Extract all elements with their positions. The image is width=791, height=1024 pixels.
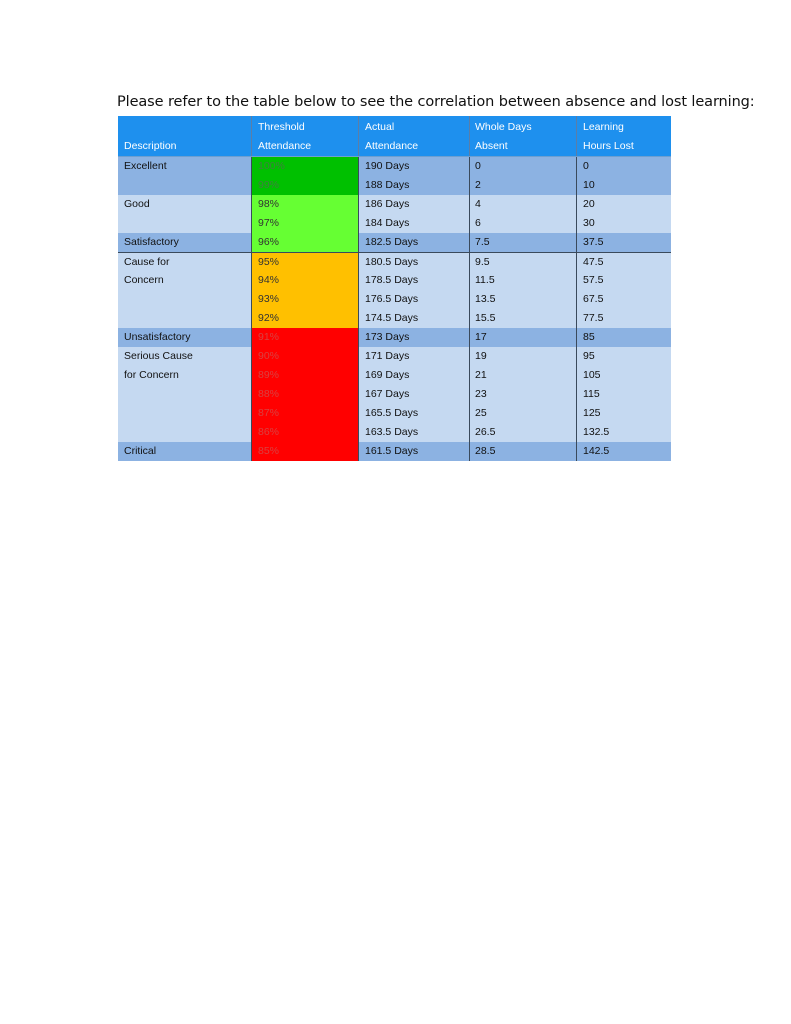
header-label: Learning — [583, 121, 624, 133]
actual-attendance-cell: 190 Days — [365, 160, 410, 172]
column-divider — [469, 214, 470, 233]
column-divider — [576, 385, 577, 404]
table-row — [118, 347, 671, 366]
column-divider — [576, 328, 577, 347]
column-divider — [576, 195, 577, 214]
header-description — [118, 116, 251, 156]
column-divider — [469, 347, 470, 366]
description-cell: Cause for — [124, 256, 170, 268]
days-absent-cell: 26.5 — [475, 426, 496, 438]
column-divider — [358, 233, 359, 252]
description-cell: Unsatisfactory — [124, 331, 191, 343]
column-divider — [358, 195, 359, 214]
description-cell — [118, 214, 251, 233]
column-divider — [358, 442, 359, 461]
column-divider — [469, 253, 470, 271]
column-divider — [469, 366, 470, 385]
header-label: Threshold — [258, 121, 305, 133]
table-row — [118, 290, 671, 309]
days-absent-cell: 28.5 — [475, 445, 496, 457]
column-divider — [358, 404, 359, 423]
column-divider — [576, 442, 577, 461]
days-absent-cell: 7.5 — [475, 236, 490, 248]
description-cell: Serious Cause — [124, 350, 193, 362]
actual-attendance-cell: 174.5 Days — [365, 312, 419, 324]
column-divider — [576, 290, 577, 309]
column-divider — [358, 176, 359, 195]
hours-lost-cell: 77.5 — [583, 312, 604, 324]
hours-lost-cell: 125 — [583, 407, 601, 419]
column-divider — [251, 442, 252, 461]
hours-lost-cell: 47.5 — [583, 256, 604, 268]
actual-attendance-cell: 173 Days — [365, 331, 410, 343]
header-actual-attendance — [358, 116, 469, 156]
description-cell: Concern — [124, 274, 164, 286]
description-cell: Satisfactory — [124, 236, 179, 248]
hours-lost-cell: 105 — [583, 369, 601, 381]
column-divider — [576, 214, 577, 233]
description-cell — [118, 404, 251, 423]
column-divider — [469, 290, 470, 309]
table-row — [118, 366, 671, 385]
hours-lost-cell: 142.5 — [583, 445, 610, 457]
days-absent-cell: 4 — [475, 198, 481, 210]
threshold-cell: 87% — [251, 404, 358, 423]
header-label: Absent — [475, 140, 508, 152]
actual-attendance-cell: 184 Days — [365, 217, 410, 229]
table-row — [118, 252, 671, 271]
header-label: Description — [124, 140, 177, 152]
actual-attendance-cell: 161.5 Days — [365, 445, 419, 457]
column-divider — [251, 423, 252, 442]
actual-attendance-cell: 180.5 Days — [365, 256, 419, 268]
table-row — [118, 195, 671, 214]
column-divider — [358, 290, 359, 309]
header-label: Hours Lost — [583, 140, 634, 152]
days-absent-cell: 15.5 — [475, 312, 496, 324]
column-divider — [469, 442, 470, 461]
column-divider — [358, 347, 359, 366]
description-cell: Critical — [124, 445, 157, 457]
column-divider — [251, 253, 252, 271]
description-cell: Good — [124, 198, 150, 210]
column-divider — [358, 366, 359, 385]
column-divider — [251, 116, 252, 156]
days-absent-cell: 21 — [475, 369, 487, 381]
column-divider — [251, 271, 252, 290]
days-absent-cell: 25 — [475, 407, 487, 419]
table-header — [118, 116, 671, 157]
column-divider — [469, 233, 470, 252]
column-divider — [469, 423, 470, 442]
table-row — [118, 233, 671, 252]
days-absent-cell: 11.5 — [475, 274, 495, 286]
column-divider — [469, 404, 470, 423]
header-label: Attendance — [365, 140, 419, 152]
column-divider — [469, 116, 470, 156]
days-absent-cell: 2 — [475, 179, 481, 191]
column-divider — [469, 271, 470, 290]
column-divider — [576, 366, 577, 385]
table-row — [118, 271, 671, 290]
hours-lost-cell: 30 — [583, 217, 595, 229]
threshold-cell: 99% — [251, 176, 358, 195]
column-divider — [251, 404, 252, 423]
threshold-cell: 97% — [251, 214, 358, 233]
hours-lost-cell: 67.5 — [583, 293, 604, 305]
actual-attendance-cell: 171 Days — [365, 350, 410, 362]
column-divider — [576, 176, 577, 195]
hours-lost-cell: 0 — [583, 160, 589, 172]
table-row — [118, 157, 671, 176]
column-divider — [251, 347, 252, 366]
threshold-cell: 98% — [251, 195, 358, 214]
description-cell — [118, 423, 251, 442]
actual-attendance-cell: 178.5 Days — [365, 274, 419, 286]
table-row — [118, 328, 671, 347]
table-body — [118, 157, 671, 461]
column-divider — [251, 328, 252, 347]
hours-lost-cell: 85 — [583, 331, 595, 343]
column-divider — [358, 271, 359, 290]
column-divider — [576, 157, 577, 176]
column-divider — [358, 116, 359, 156]
actual-attendance-cell: 169 Days — [365, 369, 410, 381]
hours-lost-cell: 57.5 — [583, 274, 604, 286]
days-absent-cell: 17 — [475, 331, 487, 343]
column-divider — [251, 214, 252, 233]
header-learning-hours-lost — [576, 116, 671, 156]
column-divider — [358, 328, 359, 347]
hours-lost-cell: 10 — [583, 179, 595, 191]
days-absent-cell: 0 — [475, 160, 481, 172]
threshold-cell: 92% — [251, 309, 358, 328]
column-divider — [251, 176, 252, 195]
days-absent-cell: 13.5 — [475, 293, 496, 305]
column-divider — [358, 423, 359, 442]
column-divider — [576, 253, 577, 271]
description-cell — [118, 385, 251, 404]
header-label: Actual — [365, 121, 395, 133]
column-divider — [469, 157, 470, 176]
attendance-table — [118, 116, 671, 461]
threshold-cell: 89% — [251, 366, 358, 385]
threshold-cell: 93% — [251, 290, 358, 309]
column-divider — [576, 347, 577, 366]
description-cell — [118, 290, 251, 309]
description-cell — [118, 176, 251, 195]
header-whole-days-absent — [469, 116, 576, 156]
hours-lost-cell: 37.5 — [583, 236, 604, 248]
column-divider — [358, 253, 359, 271]
header-label: Whole Days — [475, 121, 532, 133]
actual-attendance-cell: 165.5 Days — [365, 407, 419, 419]
actual-attendance-cell: 163.5 Days — [365, 426, 419, 438]
column-divider — [251, 290, 252, 309]
column-divider — [251, 157, 252, 176]
column-divider — [251, 233, 252, 252]
actual-attendance-cell: 186 Days — [365, 198, 410, 210]
table-row — [118, 214, 671, 233]
column-divider — [358, 157, 359, 176]
column-divider — [358, 385, 359, 404]
column-divider — [251, 195, 252, 214]
days-absent-cell: 9.5 — [475, 256, 490, 268]
hours-lost-cell: 20 — [583, 198, 595, 210]
column-divider — [251, 309, 252, 328]
actual-attendance-cell: 182.5 Days — [365, 236, 419, 248]
table-row — [118, 404, 671, 423]
table-row — [118, 423, 671, 442]
threshold-cell: 85% — [251, 442, 358, 461]
column-divider — [358, 214, 359, 233]
column-divider — [576, 116, 577, 156]
threshold-cell: 90% — [251, 347, 358, 366]
threshold-cell: 96% — [251, 233, 358, 252]
column-divider — [469, 328, 470, 347]
column-divider — [576, 309, 577, 328]
table-row — [118, 385, 671, 404]
actual-attendance-cell: 188 Days — [365, 179, 410, 191]
column-divider — [576, 423, 577, 442]
threshold-cell: 100% — [251, 157, 358, 176]
column-divider — [469, 195, 470, 214]
threshold-cell: 86% — [251, 423, 358, 442]
actual-attendance-cell: 167 Days — [365, 388, 410, 400]
column-divider — [576, 404, 577, 423]
hours-lost-cell: 115 — [583, 388, 600, 400]
intro-text: Please refer to the table below to see the correlation between absence and lost learning: — [117, 94, 755, 110]
threshold-cell: 95% — [251, 253, 358, 271]
threshold-cell: 91% — [251, 328, 358, 347]
table-row — [118, 442, 671, 461]
column-divider — [358, 309, 359, 328]
table-row — [118, 176, 671, 195]
column-divider — [469, 176, 470, 195]
hours-lost-cell: 132.5 — [583, 426, 610, 438]
column-divider — [576, 271, 577, 290]
description-cell: for Concern — [124, 369, 179, 381]
column-divider — [469, 309, 470, 328]
hours-lost-cell: 95 — [583, 350, 595, 362]
description-cell: Excellent — [124, 160, 167, 172]
threshold-cell: 94% — [251, 271, 358, 290]
table-row — [118, 309, 671, 328]
actual-attendance-cell: 176.5 Days — [365, 293, 419, 305]
column-divider — [469, 385, 470, 404]
days-absent-cell: 19 — [475, 350, 487, 362]
header-threshold-attendance — [251, 116, 358, 156]
threshold-cell: 88% — [251, 385, 358, 404]
days-absent-cell: 6 — [475, 217, 481, 229]
description-cell — [118, 309, 251, 328]
column-divider — [251, 366, 252, 385]
days-absent-cell: 23 — [475, 388, 487, 400]
column-divider — [576, 233, 577, 252]
column-divider — [251, 385, 252, 404]
header-label: Attendance — [258, 140, 312, 152]
